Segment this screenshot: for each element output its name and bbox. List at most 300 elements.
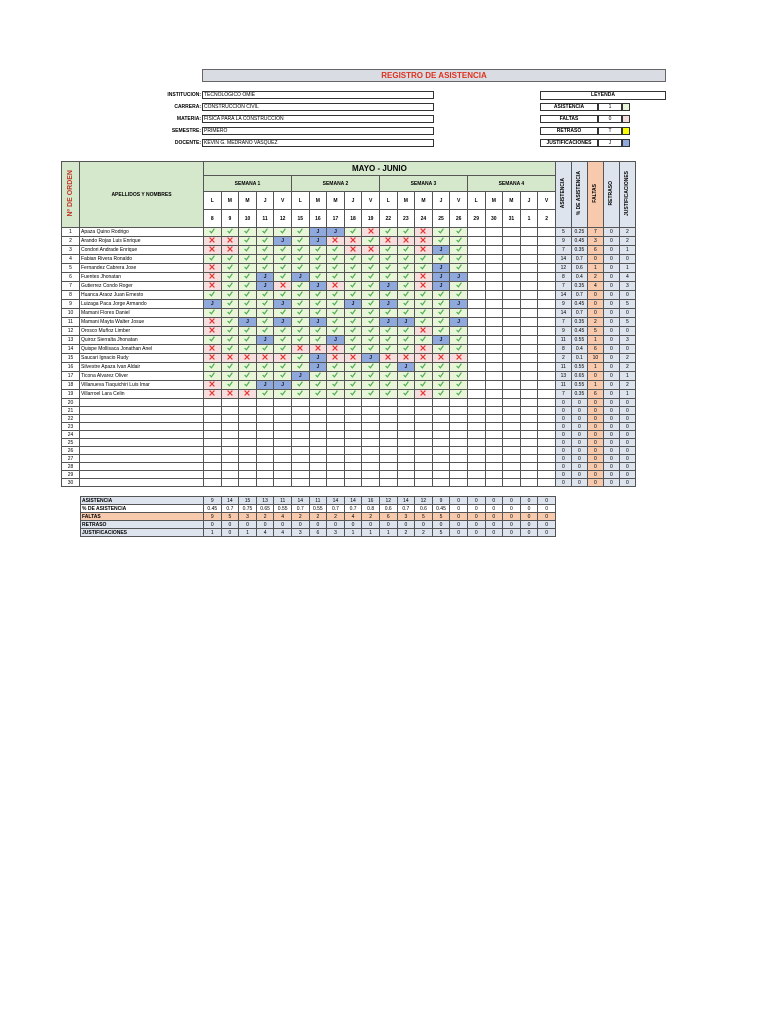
attendance-cell[interactable]	[221, 327, 239, 336]
attendance-cell[interactable]	[274, 399, 292, 407]
attendance-cell[interactable]	[291, 273, 309, 282]
attendance-cell[interactable]	[221, 246, 239, 255]
attendance-cell[interactable]	[309, 415, 327, 423]
attendance-cell[interactable]	[379, 354, 397, 363]
attendance-cell[interactable]	[432, 407, 450, 415]
attendance-cell[interactable]	[503, 255, 521, 264]
attendance-cell[interactable]	[291, 390, 309, 399]
attendance-cell[interactable]	[204, 423, 222, 431]
attendance-cell[interactable]	[397, 431, 415, 439]
attendance-cell[interactable]	[467, 463, 485, 471]
attendance-cell[interactable]	[538, 246, 556, 255]
attendance-cell[interactable]	[450, 415, 468, 423]
attendance-cell[interactable]	[432, 463, 450, 471]
attendance-cell[interactable]	[485, 463, 503, 471]
attendance-cell[interactable]	[344, 381, 362, 390]
attendance-cell[interactable]	[344, 431, 362, 439]
attendance-cell[interactable]	[450, 372, 468, 381]
attendance-cell[interactable]	[362, 381, 380, 390]
attendance-cell[interactable]	[256, 447, 274, 455]
attendance-cell[interactable]	[450, 463, 468, 471]
attendance-cell[interactable]	[432, 318, 450, 327]
attendance-cell[interactable]	[415, 363, 433, 372]
attendance-cell[interactable]	[204, 407, 222, 415]
attendance-cell[interactable]	[415, 407, 433, 415]
attendance-cell[interactable]	[485, 237, 503, 246]
attendance-cell[interactable]	[221, 381, 239, 390]
attendance-cell[interactable]	[291, 309, 309, 318]
attendance-cell[interactable]	[239, 381, 257, 390]
attendance-cell[interactable]	[256, 246, 274, 255]
attendance-cell[interactable]	[204, 463, 222, 471]
attendance-cell[interactable]	[467, 354, 485, 363]
attendance-cell[interactable]	[239, 327, 257, 336]
attendance-cell[interactable]	[520, 447, 538, 455]
attendance-cell[interactable]	[415, 345, 433, 354]
attendance-cell[interactable]	[538, 327, 556, 336]
attendance-cell[interactable]	[467, 237, 485, 246]
attendance-cell[interactable]	[520, 471, 538, 479]
attendance-cell[interactable]	[291, 471, 309, 479]
attendance-cell[interactable]	[485, 255, 503, 264]
attendance-cell[interactable]	[221, 431, 239, 439]
attendance-cell[interactable]	[538, 228, 556, 237]
attendance-cell[interactable]	[503, 336, 521, 345]
attendance-cell[interactable]	[397, 415, 415, 423]
attendance-cell[interactable]	[450, 471, 468, 479]
attendance-cell[interactable]	[309, 407, 327, 415]
attendance-cell[interactable]	[204, 447, 222, 455]
attendance-cell[interactable]	[274, 471, 292, 479]
attendance-cell[interactable]	[432, 246, 450, 255]
attendance-cell[interactable]	[503, 423, 521, 431]
attendance-cell[interactable]	[467, 447, 485, 455]
attendance-cell[interactable]	[291, 363, 309, 372]
attendance-cell[interactable]	[362, 463, 380, 471]
attendance-cell[interactable]	[415, 228, 433, 237]
attendance-cell[interactable]	[344, 309, 362, 318]
attendance-cell[interactable]	[485, 273, 503, 282]
attendance-cell[interactable]	[485, 447, 503, 455]
attendance-cell[interactable]	[239, 291, 257, 300]
attendance-cell[interactable]	[309, 372, 327, 381]
attendance-cell[interactable]	[239, 423, 257, 431]
attendance-cell[interactable]	[256, 455, 274, 463]
attendance-cell[interactable]	[239, 264, 257, 273]
attendance-cell[interactable]	[291, 399, 309, 407]
attendance-cell[interactable]	[362, 345, 380, 354]
attendance-cell[interactable]	[503, 447, 521, 455]
attendance-cell[interactable]	[538, 447, 556, 455]
attendance-cell[interactable]	[239, 318, 257, 327]
attendance-cell[interactable]	[467, 309, 485, 318]
attendance-cell[interactable]	[520, 423, 538, 431]
attendance-cell[interactable]	[503, 471, 521, 479]
attendance-cell[interactable]	[503, 415, 521, 423]
attendance-cell[interactable]	[344, 447, 362, 455]
attendance-cell[interactable]	[309, 264, 327, 273]
attendance-cell[interactable]	[432, 228, 450, 237]
attendance-cell[interactable]	[450, 273, 468, 282]
attendance-cell[interactable]	[450, 479, 468, 487]
attendance-cell[interactable]	[362, 372, 380, 381]
attendance-cell[interactable]	[485, 354, 503, 363]
attendance-cell[interactable]	[291, 479, 309, 487]
attendance-cell[interactable]	[379, 273, 397, 282]
attendance-cell[interactable]	[520, 407, 538, 415]
attendance-cell[interactable]	[467, 399, 485, 407]
attendance-cell[interactable]	[520, 439, 538, 447]
attendance-cell[interactable]	[204, 363, 222, 372]
attendance-cell[interactable]	[204, 264, 222, 273]
attendance-cell[interactable]	[256, 300, 274, 309]
attendance-cell[interactable]	[274, 255, 292, 264]
attendance-cell[interactable]	[503, 372, 521, 381]
attendance-cell[interactable]	[520, 479, 538, 487]
attendance-cell[interactable]	[362, 431, 380, 439]
attendance-cell[interactable]	[520, 336, 538, 345]
attendance-cell[interactable]	[379, 246, 397, 255]
attendance-cell[interactable]	[467, 327, 485, 336]
attendance-cell[interactable]	[362, 471, 380, 479]
attendance-cell[interactable]	[291, 431, 309, 439]
attendance-cell[interactable]	[309, 273, 327, 282]
attendance-cell[interactable]	[503, 282, 521, 291]
attendance-cell[interactable]	[362, 318, 380, 327]
attendance-cell[interactable]	[485, 291, 503, 300]
attendance-cell[interactable]	[327, 336, 345, 345]
attendance-cell[interactable]	[503, 273, 521, 282]
attendance-cell[interactable]	[256, 431, 274, 439]
attendance-cell[interactable]	[450, 309, 468, 318]
attendance-cell[interactable]	[362, 309, 380, 318]
attendance-cell[interactable]	[291, 300, 309, 309]
attendance-cell[interactable]	[204, 300, 222, 309]
attendance-cell[interactable]	[485, 455, 503, 463]
attendance-cell[interactable]	[503, 381, 521, 390]
attendance-cell[interactable]	[397, 479, 415, 487]
attendance-cell[interactable]	[450, 354, 468, 363]
attendance-cell[interactable]	[379, 390, 397, 399]
attendance-cell[interactable]	[467, 407, 485, 415]
attendance-cell[interactable]	[520, 354, 538, 363]
attendance-cell[interactable]	[538, 354, 556, 363]
attendance-cell[interactable]	[432, 390, 450, 399]
attendance-cell[interactable]	[256, 291, 274, 300]
attendance-cell[interactable]	[274, 390, 292, 399]
attendance-cell[interactable]	[397, 455, 415, 463]
attendance-cell[interactable]	[344, 423, 362, 431]
attendance-cell[interactable]	[291, 463, 309, 471]
attendance-cell[interactable]	[538, 282, 556, 291]
attendance-cell[interactable]	[239, 372, 257, 381]
attendance-cell[interactable]	[362, 354, 380, 363]
attendance-cell[interactable]	[467, 415, 485, 423]
attendance-cell[interactable]	[274, 318, 292, 327]
attendance-cell[interactable]	[344, 228, 362, 237]
attendance-cell[interactable]	[379, 479, 397, 487]
attendance-cell[interactable]	[538, 381, 556, 390]
attendance-cell[interactable]	[467, 345, 485, 354]
attendance-cell[interactable]	[538, 255, 556, 264]
attendance-cell[interactable]	[538, 300, 556, 309]
attendance-cell[interactable]	[397, 228, 415, 237]
attendance-cell[interactable]	[520, 291, 538, 300]
attendance-cell[interactable]	[397, 327, 415, 336]
attendance-cell[interactable]	[291, 407, 309, 415]
attendance-cell[interactable]	[485, 300, 503, 309]
attendance-cell[interactable]	[538, 237, 556, 246]
attendance-cell[interactable]	[450, 336, 468, 345]
attendance-cell[interactable]	[327, 415, 345, 423]
attendance-cell[interactable]	[256, 381, 274, 390]
attendance-cell[interactable]	[221, 264, 239, 273]
attendance-cell[interactable]	[239, 336, 257, 345]
attendance-cell[interactable]	[344, 273, 362, 282]
attendance-cell[interactable]	[485, 318, 503, 327]
attendance-cell[interactable]	[274, 431, 292, 439]
attendance-cell[interactable]	[379, 309, 397, 318]
attendance-cell[interactable]	[274, 407, 292, 415]
attendance-cell[interactable]	[327, 471, 345, 479]
attendance-cell[interactable]	[415, 431, 433, 439]
attendance-cell[interactable]	[221, 463, 239, 471]
attendance-cell[interactable]	[256, 479, 274, 487]
attendance-cell[interactable]	[256, 264, 274, 273]
attendance-cell[interactable]	[204, 309, 222, 318]
attendance-cell[interactable]	[467, 336, 485, 345]
attendance-cell[interactable]	[432, 439, 450, 447]
attendance-cell[interactable]	[432, 264, 450, 273]
attendance-cell[interactable]	[274, 415, 292, 423]
attendance-cell[interactable]	[520, 282, 538, 291]
attendance-cell[interactable]	[450, 237, 468, 246]
attendance-cell[interactable]	[503, 345, 521, 354]
attendance-cell[interactable]	[327, 363, 345, 372]
attendance-cell[interactable]	[520, 318, 538, 327]
attendance-cell[interactable]	[327, 327, 345, 336]
attendance-cell[interactable]	[379, 399, 397, 407]
attendance-cell[interactable]	[520, 273, 538, 282]
attendance-cell[interactable]	[450, 255, 468, 264]
attendance-cell[interactable]	[291, 282, 309, 291]
attendance-cell[interactable]	[344, 471, 362, 479]
attendance-cell[interactable]	[327, 318, 345, 327]
attendance-cell[interactable]	[379, 255, 397, 264]
attendance-cell[interactable]	[239, 463, 257, 471]
attendance-cell[interactable]	[432, 336, 450, 345]
attendance-cell[interactable]	[309, 423, 327, 431]
attendance-cell[interactable]	[274, 309, 292, 318]
attendance-cell[interactable]	[221, 447, 239, 455]
attendance-cell[interactable]	[379, 439, 397, 447]
attendance-cell[interactable]	[485, 309, 503, 318]
attendance-cell[interactable]	[415, 471, 433, 479]
attendance-cell[interactable]	[204, 390, 222, 399]
attendance-cell[interactable]	[204, 246, 222, 255]
attendance-cell[interactable]	[362, 415, 380, 423]
attendance-cell[interactable]	[415, 439, 433, 447]
attendance-cell[interactable]	[239, 300, 257, 309]
attendance-cell[interactable]	[432, 455, 450, 463]
attendance-cell[interactable]	[397, 300, 415, 309]
attendance-cell[interactable]	[397, 423, 415, 431]
attendance-cell[interactable]	[309, 463, 327, 471]
attendance-cell[interactable]	[344, 415, 362, 423]
attendance-cell[interactable]	[239, 431, 257, 439]
attendance-cell[interactable]	[450, 318, 468, 327]
attendance-cell[interactable]	[221, 300, 239, 309]
attendance-cell[interactable]	[344, 479, 362, 487]
attendance-cell[interactable]	[256, 415, 274, 423]
attendance-cell[interactable]	[538, 415, 556, 423]
attendance-cell[interactable]	[309, 300, 327, 309]
attendance-cell[interactable]	[520, 327, 538, 336]
attendance-cell[interactable]	[485, 372, 503, 381]
attendance-cell[interactable]	[204, 327, 222, 336]
attendance-cell[interactable]	[256, 372, 274, 381]
attendance-cell[interactable]	[362, 255, 380, 264]
attendance-cell[interactable]	[450, 431, 468, 439]
attendance-cell[interactable]	[538, 455, 556, 463]
attendance-cell[interactable]	[503, 309, 521, 318]
attendance-cell[interactable]	[503, 237, 521, 246]
attendance-cell[interactable]	[415, 318, 433, 327]
attendance-cell[interactable]	[485, 363, 503, 372]
attendance-cell[interactable]	[256, 471, 274, 479]
attendance-cell[interactable]	[450, 423, 468, 431]
attendance-cell[interactable]	[432, 255, 450, 264]
attendance-cell[interactable]	[432, 273, 450, 282]
attendance-cell[interactable]	[397, 291, 415, 300]
attendance-cell[interactable]	[309, 399, 327, 407]
attendance-cell[interactable]	[450, 300, 468, 309]
attendance-cell[interactable]	[485, 246, 503, 255]
attendance-cell[interactable]	[327, 455, 345, 463]
attendance-cell[interactable]	[503, 354, 521, 363]
attendance-cell[interactable]	[415, 354, 433, 363]
attendance-cell[interactable]	[221, 363, 239, 372]
attendance-cell[interactable]	[327, 479, 345, 487]
attendance-cell[interactable]	[274, 381, 292, 390]
attendance-cell[interactable]	[327, 381, 345, 390]
attendance-cell[interactable]	[379, 372, 397, 381]
attendance-cell[interactable]	[432, 431, 450, 439]
attendance-cell[interactable]	[485, 407, 503, 415]
attendance-cell[interactable]	[379, 363, 397, 372]
attendance-cell[interactable]	[291, 354, 309, 363]
attendance-cell[interactable]	[344, 318, 362, 327]
attendance-cell[interactable]	[397, 381, 415, 390]
attendance-cell[interactable]	[362, 282, 380, 291]
attendance-cell[interactable]	[538, 407, 556, 415]
attendance-cell[interactable]	[256, 282, 274, 291]
attendance-cell[interactable]	[520, 345, 538, 354]
attendance-cell[interactable]	[415, 390, 433, 399]
attendance-cell[interactable]	[415, 246, 433, 255]
attendance-cell[interactable]	[327, 354, 345, 363]
attendance-cell[interactable]	[344, 407, 362, 415]
attendance-cell[interactable]	[221, 471, 239, 479]
attendance-cell[interactable]	[256, 439, 274, 447]
attendance-cell[interactable]	[327, 447, 345, 455]
attendance-cell[interactable]	[239, 415, 257, 423]
attendance-cell[interactable]	[274, 228, 292, 237]
attendance-cell[interactable]	[309, 354, 327, 363]
attendance-cell[interactable]	[485, 471, 503, 479]
attendance-cell[interactable]	[415, 291, 433, 300]
attendance-cell[interactable]	[432, 447, 450, 455]
attendance-cell[interactable]	[204, 439, 222, 447]
attendance-cell[interactable]	[204, 345, 222, 354]
attendance-cell[interactable]	[362, 228, 380, 237]
attendance-cell[interactable]	[485, 345, 503, 354]
attendance-cell[interactable]	[415, 455, 433, 463]
attendance-cell[interactable]	[485, 228, 503, 237]
attendance-cell[interactable]	[467, 390, 485, 399]
attendance-cell[interactable]	[467, 455, 485, 463]
attendance-cell[interactable]	[432, 291, 450, 300]
attendance-cell[interactable]	[344, 354, 362, 363]
attendance-cell[interactable]	[327, 309, 345, 318]
attendance-cell[interactable]	[291, 372, 309, 381]
attendance-cell[interactable]	[538, 345, 556, 354]
attendance-cell[interactable]	[520, 455, 538, 463]
attendance-cell[interactable]	[432, 399, 450, 407]
attendance-cell[interactable]	[379, 237, 397, 246]
attendance-cell[interactable]	[344, 439, 362, 447]
attendance-cell[interactable]	[503, 327, 521, 336]
attendance-cell[interactable]	[327, 273, 345, 282]
attendance-cell[interactable]	[397, 345, 415, 354]
attendance-cell[interactable]	[503, 264, 521, 273]
attendance-cell[interactable]	[204, 336, 222, 345]
attendance-cell[interactable]	[362, 399, 380, 407]
attendance-cell[interactable]	[415, 300, 433, 309]
attendance-cell[interactable]	[397, 309, 415, 318]
attendance-cell[interactable]	[362, 237, 380, 246]
attendance-cell[interactable]	[520, 431, 538, 439]
attendance-cell[interactable]	[397, 246, 415, 255]
attendance-cell[interactable]	[291, 439, 309, 447]
attendance-cell[interactable]	[309, 447, 327, 455]
attendance-cell[interactable]	[397, 354, 415, 363]
attendance-cell[interactable]	[415, 479, 433, 487]
attendance-cell[interactable]	[432, 471, 450, 479]
attendance-cell[interactable]	[344, 455, 362, 463]
attendance-cell[interactable]	[538, 479, 556, 487]
attendance-cell[interactable]	[432, 237, 450, 246]
attendance-cell[interactable]	[256, 327, 274, 336]
attendance-cell[interactable]	[204, 354, 222, 363]
attendance-cell[interactable]	[432, 354, 450, 363]
attendance-cell[interactable]	[485, 439, 503, 447]
attendance-cell[interactable]	[362, 439, 380, 447]
attendance-cell[interactable]	[379, 415, 397, 423]
attendance-cell[interactable]	[450, 327, 468, 336]
attendance-cell[interactable]	[538, 471, 556, 479]
attendance-cell[interactable]	[221, 372, 239, 381]
attendance-cell[interactable]	[362, 423, 380, 431]
attendance-cell[interactable]	[327, 399, 345, 407]
attendance-cell[interactable]	[291, 345, 309, 354]
attendance-cell[interactable]	[291, 246, 309, 255]
attendance-cell[interactable]	[379, 455, 397, 463]
attendance-cell[interactable]	[274, 423, 292, 431]
attendance-cell[interactable]	[485, 423, 503, 431]
attendance-cell[interactable]	[344, 336, 362, 345]
attendance-cell[interactable]	[221, 354, 239, 363]
